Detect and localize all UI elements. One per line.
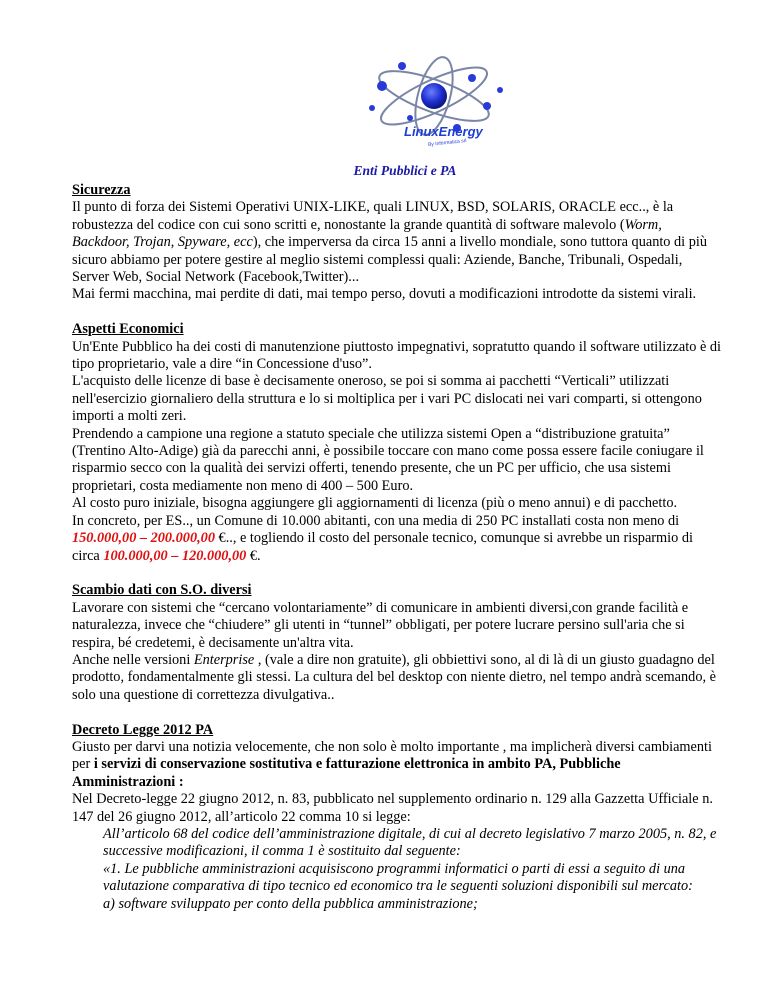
paragraph bbox=[72, 739, 722, 791]
paragraph: Al costo puro iniziale, bisogna aggiungere gli aggiornamenti di licenza (più o meno annui) e di pacchetto. bbox=[72, 495, 678, 512]
italic-text: Enterprise bbox=[193, 651, 255, 668]
paragraph: Un'Ente Pubblico ha dei costi di manutenzione piuttosto impegnativi, sopratutto quando il software utilizzato è di tipo proprietario, vale a dire “in Concessione d'uso”. bbox=[72, 338, 721, 373]
paragraph: Nel Decreto-legge 22 giugno 2012, n. 83, pubblicato nel supplemento ordinario n. 129 alla Gazzetta Ufficiale n. 147 del 26 giugno 2012, all’articolo 22 comma 10 si legge: bbox=[72, 791, 713, 825]
document-body bbox=[72, 182, 722, 930]
text-run: ), che imperversa da circa 15 anni a livello mondiale, sono tuttora quanto di più sicuro abbiamo per potere gestire al meglio sistemi complessi quali: Aziende, Banche, Tribunali, Ospedali, Server Web, Social Network (Facebook,Twitter)... bbox=[72, 234, 707, 286]
logo-text: LinuxEnergy bbox=[404, 124, 483, 139]
text-run: €.., e togliendo il costo del personale tecnico, comunque si avrebbe un risparmio di circa bbox=[72, 530, 693, 564]
section-sicurezza bbox=[72, 182, 722, 304]
section-heading: Decreto Legge 2012 PA bbox=[72, 721, 214, 738]
text-run: €. bbox=[246, 547, 261, 564]
section-decreto-legge bbox=[72, 722, 722, 913]
highlight-amount: 150.000,00 – 200.000,00 bbox=[72, 530, 215, 547]
italic-text: Worm, Backdoor, Trojan, Spyware, ecc bbox=[72, 216, 662, 251]
paragraph: Lavorare con sistemi che “cercano volontariamente” di comunicare in ambienti diversi,con grande facilità e naturalezza, invece che “chiudere” gli utenti in “tunnel” obbligati, per potere lucrare persino sull'aria che si respira, bé credetemi, è decisamente un'altra vita. bbox=[72, 599, 689, 651]
highlight-amount: 100.000,00 – 120.000,00 bbox=[103, 547, 247, 564]
bold-text: i servizi di conservazione sostitutiva e fatturazione elettronica in ambito PA, Pubbliche Amministrazioni : bbox=[72, 756, 621, 790]
quoted-text: a) software sviluppato per conto della pubblica amministrazione; bbox=[103, 895, 478, 912]
logo-subtext: By Informatica srl bbox=[427, 137, 467, 149]
text-run: Anche nelle versioni bbox=[72, 651, 194, 668]
section-heading: Aspetti Economici bbox=[72, 321, 184, 338]
page-subtitle: Enti Pubblici e PA bbox=[353, 163, 457, 178]
text-run: In concreto, per ES.., un Comune di 10.000 abitanti, con una media di 250 PC installati costa non meno di bbox=[72, 512, 680, 529]
section-scambio-dati bbox=[72, 582, 722, 704]
section-heading: Scambio dati con S.O. diversi bbox=[72, 582, 252, 599]
section-heading: Sicurezza bbox=[72, 182, 131, 198]
paragraph bbox=[72, 513, 722, 565]
paragraph: L'acquisto delle licenze di base è decisamente oneroso, se poi si somma ai pacchetti “Verticali” utilizzati nell'esercizio giornaliero della struttura e lo si moltiplica per i vari PC dislocati nei vari comparti, si ottengono importi a molti zeri. bbox=[72, 373, 702, 425]
text-run: Il punto di forza dei Sistemi Operativi UNIX-LIKE, quali LINUX, BSD, SOLARIS, ORACLE ecc.., è la robustezza del codice con cui sono scritti e, nonostante la grande quantità di software malevolo ( bbox=[72, 199, 674, 233]
quoted-text: «1. Le pubbliche amministrazioni acquisiscono programmi informatici o parti di essi a seguito di una valutazione comparativa di tipo tecnico ed economico tra le seguenti soluzioni disponibili sul mercato: bbox=[103, 860, 693, 895]
text-run: , (vale a dire non gratuite), gli obbiettivi sono, al di là di un giusto guadagno del prodotto, fondamentalmente gli stessi. La cultura del bel desktop con niente dietro, nel tempo andrà scemando, è solo una questione di correttezza divulgativa.. bbox=[72, 651, 716, 703]
quoted-text: All’articolo 68 del codice dell’amministrazione digitale, di cui al decreto legislativo 7 marzo 2005, n. 82, e successive modificazioni, il comma 1 è sostituito dal seguente: bbox=[103, 825, 717, 860]
text-run: Giusto per darvi una notizia velocemente, che non solo è molto importante , ma implicherà diversi cambiamenti per bbox=[72, 738, 712, 773]
paragraph: Mai fermi macchina, mai perdite di dati, mai tempo perso, dovuti a modificazioni introdotte da sistemi virali. bbox=[72, 286, 697, 303]
paragraph bbox=[72, 199, 722, 286]
linuxenergy-logo bbox=[362, 56, 512, 156]
paragraph bbox=[72, 652, 722, 704]
section-aspetti-economici bbox=[72, 321, 722, 565]
paragraph: Prendendo a campione una regione a statuto speciale che utilizza sistemi Open a “distribuzione gratuita” (Trentino Alto-Adige) già da parecchi anni, è possibile toccare con mano come possa essere facile coniugare il risparmio secco con la qualità dei servizi offerti, tenendo presente, che un PC per ufficio, che usa sistemi proprietari, costa mediamente non meno di 400 – 500 Euro. bbox=[72, 425, 704, 494]
